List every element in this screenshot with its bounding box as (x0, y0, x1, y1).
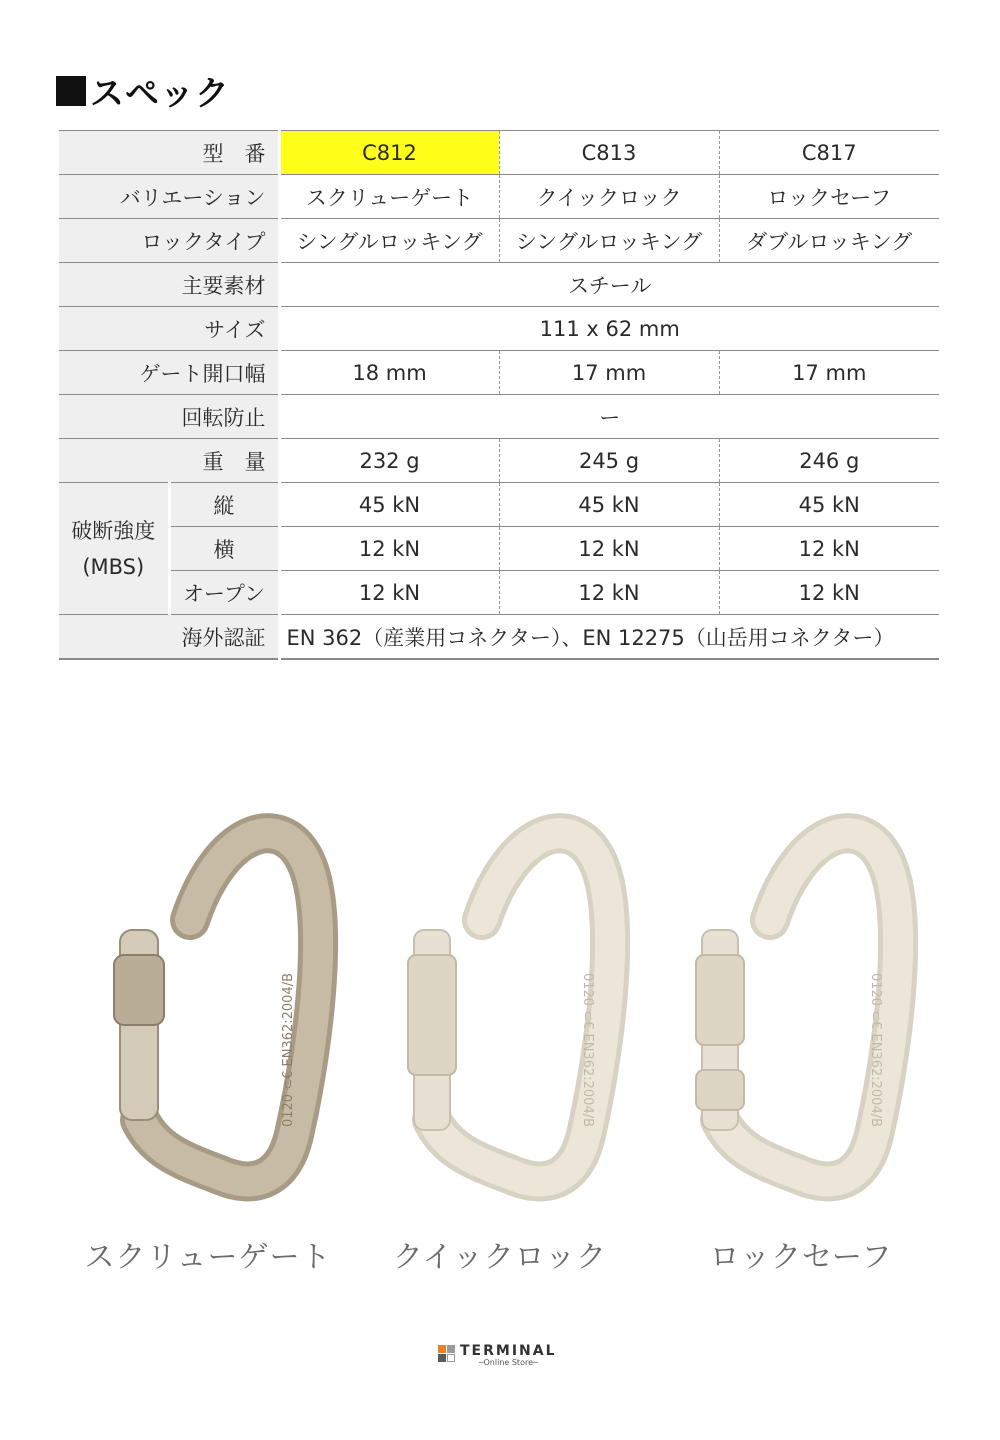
product-label-screwgate: スクリューゲート (84, 1240, 332, 1275)
model-cell-c817: C817 (719, 131, 939, 175)
section-title-text: スペック (90, 74, 230, 114)
table-cell: 45 kN (719, 483, 939, 527)
engraving-text: 0120 ⊂€ EN362:2004/B (868, 972, 883, 1128)
table-cell: 12 kN (279, 527, 499, 571)
row-label-major: 縦 (169, 483, 279, 527)
table-cell: 17 mm (719, 351, 939, 395)
table-row-strength-open (59, 571, 939, 615)
table-cell: 45 kN (279, 483, 499, 527)
table-cell: ー (279, 395, 939, 439)
row-label-variation: バリエーション (59, 175, 279, 219)
row-label-minor: 横 (169, 527, 279, 571)
footer-logo (438, 1344, 557, 1367)
product-image-quicklock (372, 790, 652, 1230)
table-cell: 246 g (719, 439, 939, 483)
table-cell: ダブルロッキング (719, 219, 939, 263)
table-cell: 45 kN (499, 483, 719, 527)
table-row-certification (59, 615, 939, 660)
row-label-gate-opening: ゲート開口幅 (59, 351, 279, 395)
terminal-logo-icon (438, 1345, 456, 1363)
engraving-text: 0120 ⊂€ EN362:2004/B (580, 972, 595, 1128)
table-cell: 18 mm (279, 351, 499, 395)
table-cell: 232 g (279, 439, 499, 483)
model-cell-c812: C812 (279, 131, 499, 175)
carabiner-screwgate-illustration (80, 790, 360, 1230)
table-cell: 12 kN (499, 571, 719, 615)
table-row-lock-type (59, 219, 939, 263)
table-cell: 12 kN (719, 527, 939, 571)
table-row-strength-major (59, 483, 939, 527)
table-row-size (59, 307, 939, 351)
table-cell: シングルロッキング (279, 219, 499, 263)
table-cell: 17 mm (499, 351, 719, 395)
table-cell: 111 x 62 mm (279, 307, 939, 351)
table-cell: シングルロッキング (499, 219, 719, 263)
table-row-model (59, 131, 939, 175)
row-label-certification: 海外認証 (59, 615, 279, 660)
strength-group-label (59, 483, 169, 615)
table-cell: 12 kN (499, 527, 719, 571)
product-image-locksafe (660, 790, 940, 1230)
table-row-weight (59, 439, 939, 483)
table-cell: 12 kN (719, 571, 939, 615)
row-label-size: サイズ (59, 307, 279, 351)
spec-table (59, 130, 939, 660)
table-cell: スクリューゲート (279, 175, 499, 219)
engraving-text: 0120 ⊂€ EN362:2004/B (281, 972, 296, 1128)
row-label-open: オープン (169, 571, 279, 615)
table-row-anti-rotation (59, 395, 939, 439)
product-label-quicklock: クイックロック (392, 1240, 608, 1275)
table-row-gate-opening (59, 351, 939, 395)
section-title (56, 66, 230, 115)
table-cell: 245 g (499, 439, 719, 483)
table-cell: スチール (279, 263, 939, 307)
table-cell: 12 kN (279, 571, 499, 615)
carabiner-quicklock-illustration (372, 790, 652, 1230)
row-label-lock-type: ロックタイプ (59, 219, 279, 263)
product-image-screwgate (80, 790, 360, 1230)
row-label-model: 型 番 (59, 131, 279, 175)
table-cell: クイックロック (499, 175, 719, 219)
table-row-variation (59, 175, 939, 219)
carabiner-locksafe-illustration (660, 790, 940, 1230)
strength-group-unit: (MBS) (82, 554, 145, 579)
square-bullet-icon (56, 76, 86, 106)
table-row-material (59, 263, 939, 307)
row-label-anti-rotation: 回転防止 (59, 395, 279, 439)
table-row-strength-minor (59, 527, 939, 571)
row-label-weight: 重 量 (59, 439, 279, 483)
table-cell: EN 362（産業用コネクター）、EN 12275（山岳用コネクター） (279, 615, 939, 660)
brand-name: TERMINAL (460, 1343, 557, 1359)
row-label-material: 主要素材 (59, 263, 279, 307)
model-cell-c813: C813 (499, 131, 719, 175)
strength-group-title: 破断強度 (71, 518, 156, 543)
brand-tagline: ─Online Store─ (478, 1358, 538, 1367)
table-cell: ロックセーフ (719, 175, 939, 219)
product-label-locksafe: ロックセーフ (709, 1240, 893, 1275)
